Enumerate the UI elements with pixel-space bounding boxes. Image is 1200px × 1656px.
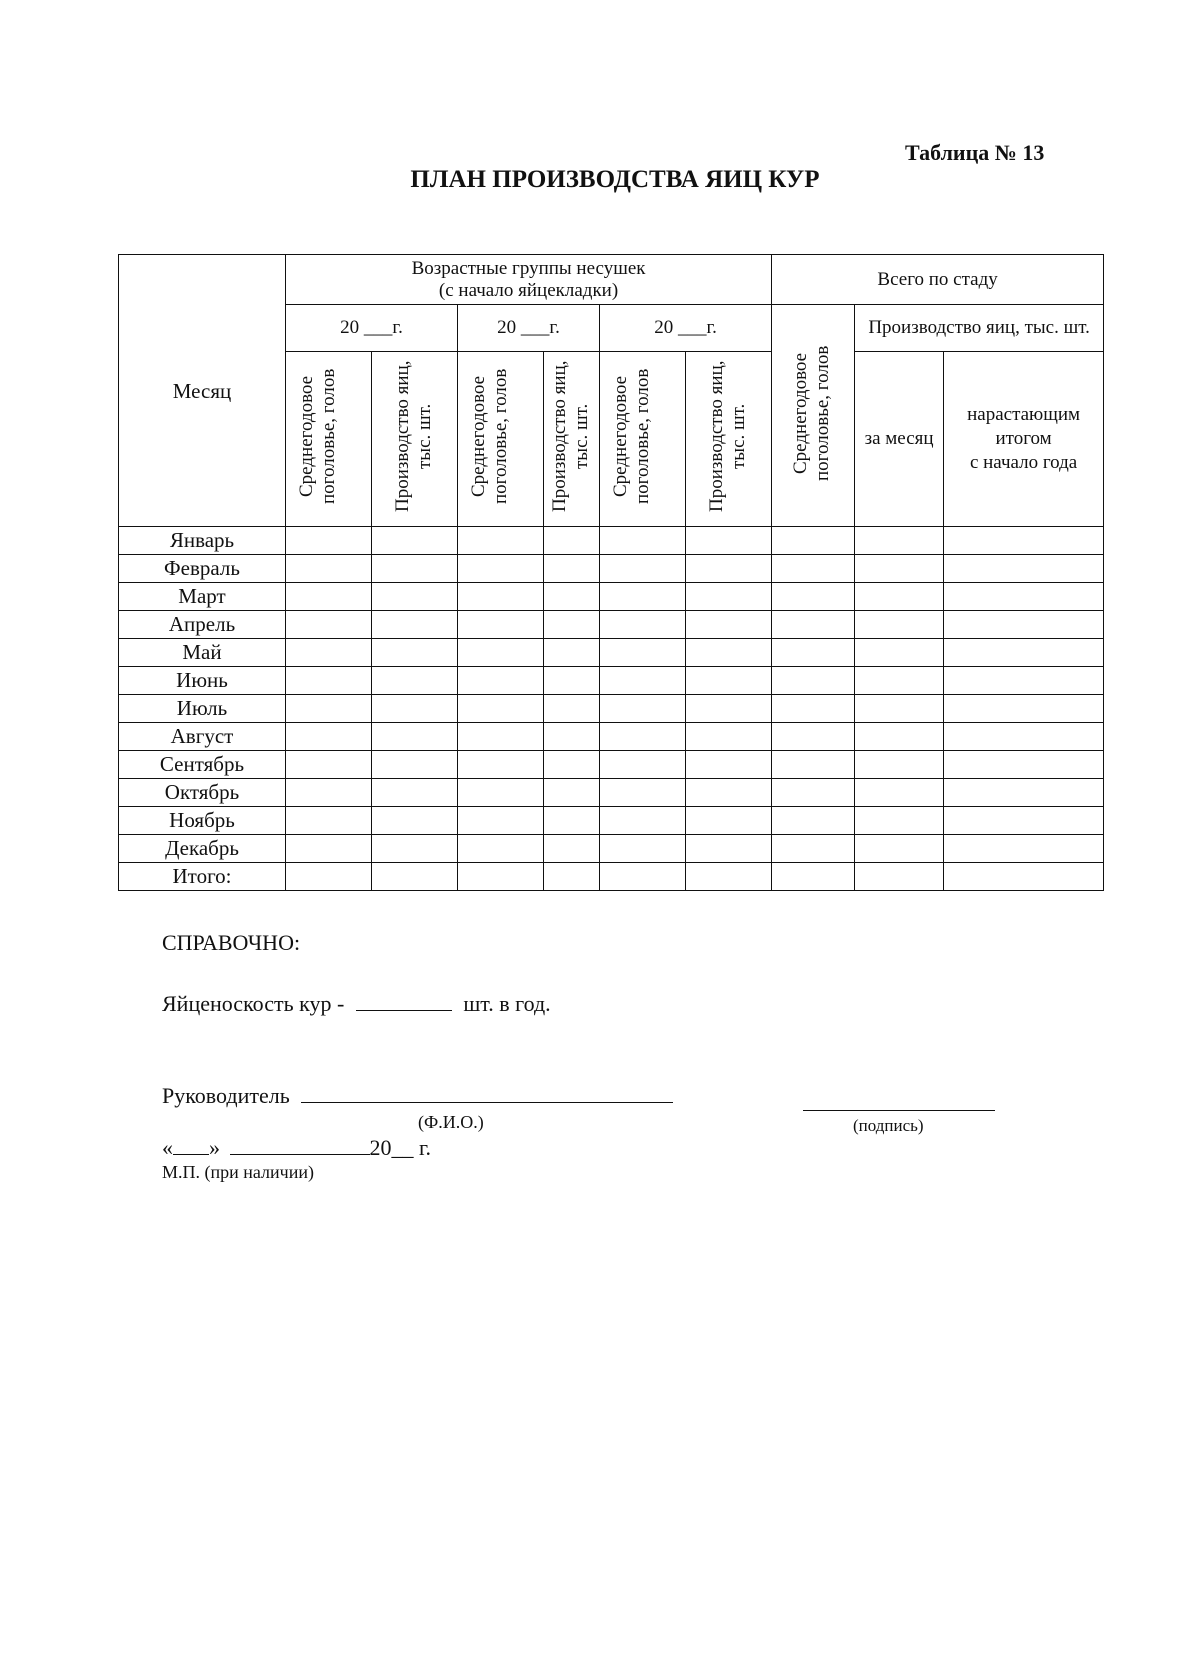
data-entry-cell[interactable] bbox=[944, 695, 1104, 723]
data-entry-cell[interactable] bbox=[772, 639, 855, 667]
productivity-unit: шт. в год. bbox=[463, 991, 551, 1016]
data-entry-cell[interactable] bbox=[372, 751, 458, 779]
data-entry-cell[interactable] bbox=[772, 723, 855, 751]
data-entry-cell[interactable] bbox=[944, 863, 1104, 891]
total-egg-production-header bbox=[855, 305, 1104, 352]
date-close-quote: » bbox=[209, 1135, 220, 1160]
data-entry-cell[interactable] bbox=[944, 807, 1104, 835]
data-entry-cell[interactable] bbox=[544, 583, 600, 611]
data-entry-cell[interactable] bbox=[944, 583, 1104, 611]
data-entry-cell[interactable] bbox=[372, 611, 458, 639]
data-entry-cell[interactable] bbox=[458, 639, 544, 667]
data-entry-cell[interactable] bbox=[600, 807, 686, 835]
stamp-note: М.П. (при наличии) bbox=[162, 1162, 314, 1182]
table-row bbox=[119, 779, 1104, 807]
data-entry-cell[interactable] bbox=[286, 779, 372, 807]
manager-name-field[interactable] bbox=[301, 1082, 673, 1103]
data-entry-cell[interactable] bbox=[772, 583, 855, 611]
data-entry-cell[interactable] bbox=[458, 863, 544, 891]
data-entry-cell[interactable] bbox=[944, 527, 1104, 555]
data-entry-cell[interactable] bbox=[458, 723, 544, 751]
fio-caption: (Ф.И.О.) bbox=[418, 1112, 484, 1132]
reference-heading: СПРАВОЧНО: bbox=[162, 930, 301, 955]
group-3-avg-livestock-header bbox=[600, 352, 686, 527]
data-entry-cell[interactable] bbox=[544, 527, 600, 555]
data-entry-cell[interactable] bbox=[686, 807, 772, 835]
year-group-2-header bbox=[458, 305, 600, 352]
data-entry-cell[interactable] bbox=[855, 723, 944, 751]
data-entry-cell[interactable] bbox=[944, 611, 1104, 639]
data-entry-cell[interactable] bbox=[458, 555, 544, 583]
data-entry-cell[interactable] bbox=[600, 527, 686, 555]
month-name-cell: Май bbox=[119, 639, 286, 667]
month-name-cell: Март bbox=[119, 583, 286, 611]
data-entry-cell[interactable] bbox=[458, 695, 544, 723]
total-egg-production-label: Производство яиц, тыс. шт. bbox=[868, 317, 1090, 338]
data-entry-cell[interactable] bbox=[372, 555, 458, 583]
data-entry-cell[interactable] bbox=[544, 835, 600, 863]
per-month-header bbox=[855, 352, 944, 527]
table-row bbox=[119, 639, 1104, 667]
manager-line bbox=[162, 1082, 673, 1109]
data-entry-cell[interactable] bbox=[372, 583, 458, 611]
data-entry-cell[interactable] bbox=[944, 835, 1104, 863]
data-entry-cell[interactable] bbox=[855, 695, 944, 723]
data-entry-cell[interactable] bbox=[286, 751, 372, 779]
data-entry-cell[interactable] bbox=[855, 639, 944, 667]
table-row bbox=[119, 527, 1104, 555]
data-entry-cell[interactable] bbox=[772, 835, 855, 863]
data-entry-cell[interactable] bbox=[772, 751, 855, 779]
group-2-egg-production-label: Производство яиц, тыс. шт. bbox=[548, 360, 592, 512]
group-1-avg-livestock-header bbox=[286, 352, 372, 527]
data-entry-cell[interactable] bbox=[286, 583, 372, 611]
date-line bbox=[162, 1134, 431, 1161]
data-entry-cell[interactable] bbox=[600, 583, 686, 611]
data-entry-cell[interactable] bbox=[458, 583, 544, 611]
data-entry-cell[interactable] bbox=[686, 611, 772, 639]
data-entry-cell[interactable] bbox=[772, 555, 855, 583]
data-entry-cell[interactable] bbox=[600, 667, 686, 695]
data-entry-cell[interactable] bbox=[686, 723, 772, 751]
data-entry-cell[interactable] bbox=[544, 723, 600, 751]
group-1-egg-production-label: Производство яиц, тыс. шт. bbox=[391, 360, 435, 512]
total-avg-livestock-header bbox=[772, 305, 855, 527]
data-entry-cell[interactable] bbox=[286, 723, 372, 751]
group-3-egg-production-label: Производство яиц, тыс. шт. bbox=[705, 360, 749, 512]
group-2-avg-livestock-header bbox=[458, 352, 544, 527]
year-group-1-label: 20 ___г. bbox=[340, 317, 403, 338]
table-row bbox=[119, 667, 1104, 695]
table-number: Таблица № 13 bbox=[905, 140, 1045, 165]
group-2-avg-livestock-label: Среднегодовое поголовье, голов bbox=[467, 368, 511, 504]
year-group-2-label: 20 ___г. bbox=[497, 317, 560, 338]
total-herd-header bbox=[772, 255, 1104, 305]
data-entry-cell[interactable] bbox=[772, 779, 855, 807]
group-2-egg-production-header bbox=[544, 352, 600, 527]
data-entry-cell[interactable] bbox=[372, 695, 458, 723]
signature-caption: (подпись) bbox=[853, 1116, 924, 1135]
data-entry-cell[interactable] bbox=[544, 695, 600, 723]
data-entry-cell[interactable] bbox=[600, 555, 686, 583]
data-entry-cell[interactable] bbox=[544, 555, 600, 583]
data-entry-cell[interactable] bbox=[458, 667, 544, 695]
data-entry-cell[interactable] bbox=[544, 639, 600, 667]
month-name-cell: Октябрь bbox=[119, 779, 286, 807]
data-entry-cell[interactable] bbox=[686, 667, 772, 695]
month-header bbox=[119, 255, 286, 527]
productivity-blank-field[interactable] bbox=[356, 990, 452, 1011]
data-entry-cell[interactable] bbox=[372, 863, 458, 891]
month-name-cell: Апрель bbox=[119, 611, 286, 639]
year-group-3-label: 20 ___г. bbox=[654, 317, 717, 338]
data-entry-cell[interactable] bbox=[286, 695, 372, 723]
data-entry-cell[interactable] bbox=[544, 779, 600, 807]
data-entry-cell[interactable] bbox=[458, 835, 544, 863]
table-row bbox=[119, 611, 1104, 639]
data-entry-cell[interactable] bbox=[544, 611, 600, 639]
month-name-cell: Декабрь bbox=[119, 835, 286, 863]
data-entry-cell[interactable] bbox=[855, 863, 944, 891]
data-entry-cell[interactable] bbox=[600, 723, 686, 751]
data-entry-cell[interactable] bbox=[372, 639, 458, 667]
data-entry-cell[interactable] bbox=[855, 835, 944, 863]
cumulative-label-line3: с начало года bbox=[969, 452, 1078, 473]
data-entry-cell[interactable] bbox=[600, 639, 686, 667]
month-header-label: Месяц bbox=[172, 378, 232, 403]
data-entry-cell[interactable] bbox=[600, 835, 686, 863]
data-entry-cell[interactable] bbox=[855, 751, 944, 779]
data-entry-cell[interactable] bbox=[686, 835, 772, 863]
data-entry-cell[interactable] bbox=[944, 667, 1104, 695]
data-entry-cell[interactable] bbox=[686, 583, 772, 611]
month-name-cell: Январь bbox=[119, 527, 286, 555]
data-entry-cell[interactable] bbox=[544, 667, 600, 695]
group-3-avg-livestock-label: Среднегодовое поголовье, голов bbox=[609, 368, 653, 504]
table-row bbox=[119, 583, 1104, 611]
total-herd-label: Всего по стаду bbox=[877, 268, 998, 290]
data-entry-cell[interactable] bbox=[544, 751, 600, 779]
data-entry-cell[interactable] bbox=[286, 555, 372, 583]
data-entry-cell[interactable] bbox=[458, 751, 544, 779]
month-rows bbox=[119, 527, 1104, 891]
productivity-label: Яйценоскость кур - bbox=[162, 991, 345, 1016]
data-entry-cell[interactable] bbox=[686, 779, 772, 807]
productivity-line bbox=[162, 990, 551, 1017]
cumulative-label-line2: итогом bbox=[995, 428, 1052, 449]
data-entry-cell[interactable] bbox=[600, 611, 686, 639]
date-month-field[interactable] bbox=[230, 1134, 370, 1155]
month-name-cell: Ноябрь bbox=[119, 807, 286, 835]
document-title: ПЛАН ПРОИЗВОДСТВА ЯИЦ КУР bbox=[410, 166, 820, 193]
signature-field[interactable] bbox=[803, 1110, 995, 1111]
data-entry-cell[interactable] bbox=[944, 723, 1104, 751]
table-row bbox=[119, 723, 1104, 751]
month-name-cell: Июль bbox=[119, 695, 286, 723]
manager-label: Руководитель bbox=[162, 1083, 290, 1108]
year-group-3-header bbox=[600, 305, 772, 352]
table-row bbox=[119, 835, 1104, 863]
data-entry-cell[interactable] bbox=[372, 723, 458, 751]
data-entry-cell[interactable] bbox=[286, 807, 372, 835]
data-entry-cell[interactable] bbox=[944, 555, 1104, 583]
date-day-field[interactable] bbox=[173, 1134, 209, 1155]
data-entry-cell[interactable] bbox=[372, 835, 458, 863]
total-avg-livestock-label: Среднегодовое поголовье, голов bbox=[790, 344, 834, 481]
data-entry-cell[interactable] bbox=[286, 667, 372, 695]
data-entry-cell[interactable] bbox=[286, 863, 372, 891]
data-entry-cell[interactable] bbox=[600, 863, 686, 891]
data-entry-cell[interactable] bbox=[855, 583, 944, 611]
data-entry-cell[interactable] bbox=[372, 527, 458, 555]
data-entry-cell[interactable] bbox=[286, 835, 372, 863]
data-entry-cell[interactable] bbox=[372, 779, 458, 807]
data-entry-cell[interactable] bbox=[600, 695, 686, 723]
data-entry-cell[interactable] bbox=[686, 527, 772, 555]
data-entry-cell[interactable] bbox=[855, 555, 944, 583]
data-entry-cell[interactable] bbox=[458, 807, 544, 835]
data-entry-cell[interactable] bbox=[686, 863, 772, 891]
data-entry-cell[interactable] bbox=[458, 779, 544, 807]
age-groups-subtitle: (с начало яйцекладки) bbox=[438, 279, 619, 301]
month-name-cell: Август bbox=[119, 723, 286, 751]
data-entry-cell[interactable] bbox=[372, 807, 458, 835]
date-year: 20__ г. bbox=[369, 1135, 432, 1160]
year-group-1-header bbox=[286, 305, 458, 352]
data-entry-cell[interactable] bbox=[372, 667, 458, 695]
age-groups-header bbox=[286, 255, 772, 305]
data-entry-cell[interactable] bbox=[686, 639, 772, 667]
data-entry-cell[interactable] bbox=[286, 611, 372, 639]
data-entry-cell[interactable] bbox=[772, 695, 855, 723]
data-entry-cell[interactable] bbox=[772, 527, 855, 555]
data-entry-cell[interactable] bbox=[855, 667, 944, 695]
data-entry-cell[interactable] bbox=[944, 751, 1104, 779]
data-entry-cell[interactable] bbox=[855, 779, 944, 807]
month-name-cell: Июнь bbox=[119, 667, 286, 695]
month-name-cell: Сентябрь bbox=[119, 751, 286, 779]
cumulative-label-line1: нарастающим bbox=[967, 404, 1081, 425]
data-entry-cell[interactable] bbox=[686, 555, 772, 583]
data-entry-cell[interactable] bbox=[772, 667, 855, 695]
date-open-quote: « bbox=[162, 1135, 173, 1160]
data-entry-cell[interactable] bbox=[855, 527, 944, 555]
table-row bbox=[119, 807, 1104, 835]
group-3-egg-production-header bbox=[686, 352, 772, 527]
data-entry-cell[interactable] bbox=[286, 527, 372, 555]
table-row bbox=[119, 555, 1104, 583]
table-row bbox=[119, 695, 1104, 723]
data-entry-cell[interactable] bbox=[458, 527, 544, 555]
egg-production-plan-table bbox=[118, 254, 1104, 891]
per-month-label: за месяц bbox=[864, 428, 934, 449]
month-name-cell: Итого: bbox=[119, 863, 286, 891]
data-entry-cell[interactable] bbox=[600, 779, 686, 807]
data-entry-cell[interactable] bbox=[600, 751, 686, 779]
data-entry-cell[interactable] bbox=[944, 779, 1104, 807]
data-entry-cell[interactable] bbox=[772, 863, 855, 891]
group-1-avg-livestock-label: Среднегодовое поголовье, голов bbox=[295, 368, 339, 504]
group-1-egg-production-header bbox=[372, 352, 458, 527]
table-row bbox=[119, 751, 1104, 779]
data-entry-cell[interactable] bbox=[855, 807, 944, 835]
month-name-cell: Февраль bbox=[119, 555, 286, 583]
data-entry-cell[interactable] bbox=[772, 807, 855, 835]
data-entry-cell[interactable] bbox=[544, 807, 600, 835]
data-entry-cell[interactable] bbox=[855, 611, 944, 639]
data-entry-cell[interactable] bbox=[544, 863, 600, 891]
data-entry-cell[interactable] bbox=[686, 751, 772, 779]
data-entry-cell[interactable] bbox=[458, 611, 544, 639]
age-groups-title: Возрастные группы несушек bbox=[411, 257, 646, 279]
data-entry-cell[interactable] bbox=[772, 611, 855, 639]
data-entry-cell[interactable] bbox=[686, 695, 772, 723]
cumulative-header bbox=[944, 352, 1104, 527]
data-entry-cell[interactable] bbox=[286, 639, 372, 667]
table-row bbox=[119, 863, 1104, 891]
data-entry-cell[interactable] bbox=[944, 639, 1104, 667]
